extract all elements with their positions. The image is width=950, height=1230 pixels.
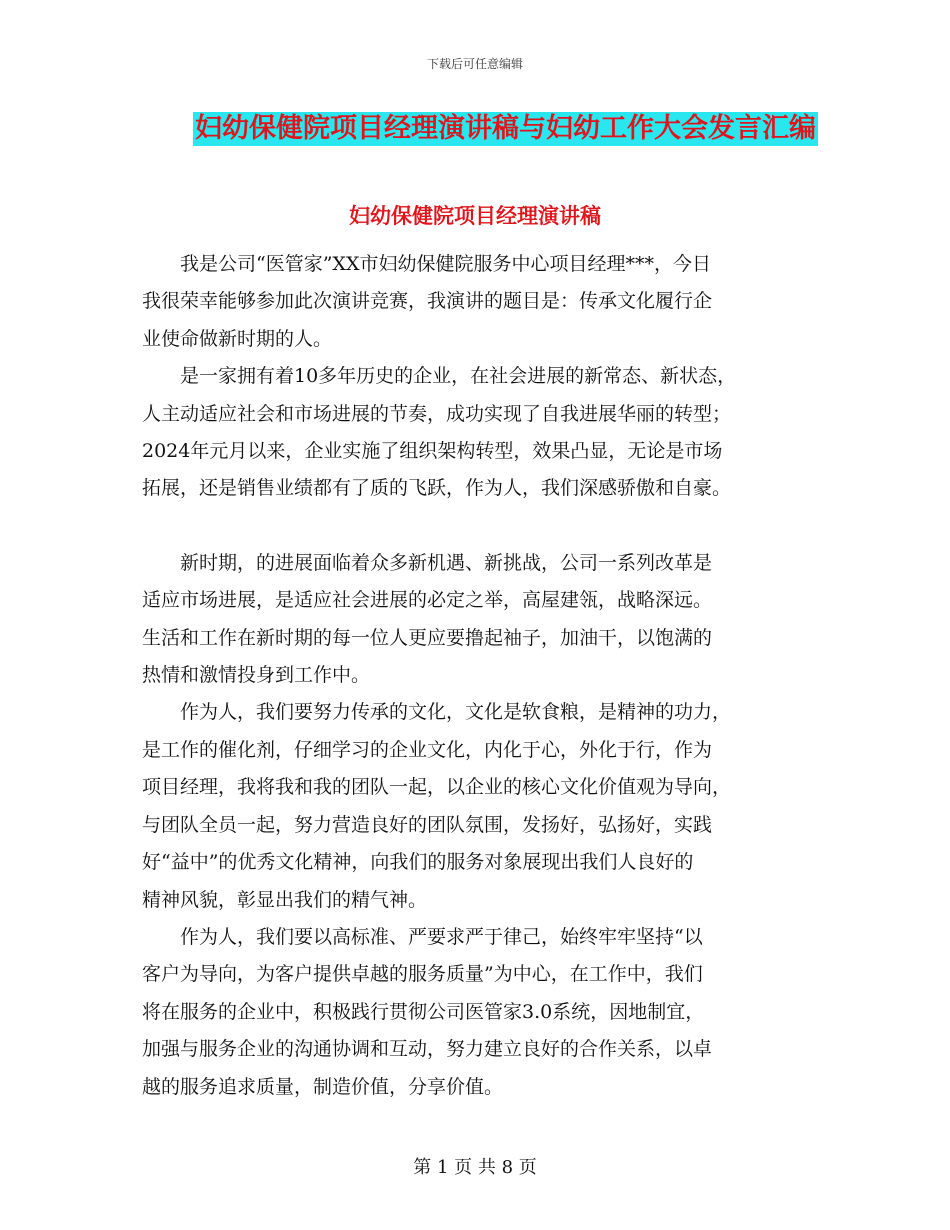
text-line: 作为人，我们要努力传承的文化，文化是软食粮，是精神的功力， xyxy=(142,701,732,724)
page-footer: 第 1 页 共 8 页 xyxy=(413,1157,537,1178)
header-note: 下载后可任意编辑 xyxy=(426,57,523,71)
text-line: 热情和激情投身到工作中。 xyxy=(142,664,371,687)
paragraph-4 xyxy=(142,694,822,918)
text-line: 人主动适应社会和市场进展的节奏，成功实现了自我进展华丽的转型； xyxy=(142,402,732,425)
text-line: 与团队全员一起，努力营造良好的团队氛围，发扬好，弘扬好，实践 xyxy=(142,813,713,836)
text-line: 我是公司“医管家”XX市妇幼保健院服务中心项目经理***，今日 xyxy=(142,253,711,275)
text-line: 是工作的催化剂，仔细学习的企业文化，内化于心，外化于行，作为 xyxy=(142,738,713,761)
section-title: 妇幼保健院项目经理演讲稿 xyxy=(349,204,601,228)
text-line: 2024年元月以来，企业实施了组织架构转型，效果凸显，无论是市场 xyxy=(142,440,723,463)
text-line: 我很荣幸能够参加此次演讲竞赛，我演讲的题目是：传承文化履行企 xyxy=(142,290,713,313)
document-title: 妇幼保健院项目经理演讲稿与妇幼工作大会发言汇编 xyxy=(195,113,816,144)
paragraph-spacer xyxy=(142,508,822,545)
text-line: 是一家拥有着10多年历史的企业，在社会进展的新常态、新状态， xyxy=(142,365,737,388)
text-line: 适应市场进展，是适应社会进展的必定之举，高屋建瓴，战略深远。 xyxy=(142,589,713,612)
paragraph-3 xyxy=(142,545,822,695)
text-line: 新时期，的进展面临着众多新机遇、新挑战，公司一系列改革是 xyxy=(142,551,713,574)
text-line: 精神风貌，彰显出我们的精气神。 xyxy=(142,888,428,911)
text-line: 拓展，还是销售业绩都有了质的飞跃，作为人，我们深感骄傲和自豪。 xyxy=(142,477,732,500)
paragraph-1 xyxy=(142,246,822,358)
text-line: 客户为导向，为客户提供卓越的服务质量”为中心，在工作中，我们 xyxy=(142,963,703,986)
text-line: 作为人，我们要以高标准、严要求严于律己，始终牢牢坚持“以 xyxy=(142,925,703,948)
text-line: 业使命做新时期的人。 xyxy=(142,327,333,350)
paragraph-2 xyxy=(142,358,822,508)
text-line: 项目经理，我将我和我的团队一起，以企业的核心文化价值观为导向， xyxy=(142,776,732,799)
paragraph-5 xyxy=(142,919,822,1106)
text-line: 生活和工作在新时期的每一位人更应要撸起袖子，加油干，以饱满的 xyxy=(142,626,713,649)
text-line: 将在服务的企业中，积极践行贯彻公司医管家3.0系统，因地制宜， xyxy=(142,1000,705,1023)
text-line: 加强与服务企业的沟通协调和互动，努力建立良好的合作关系，以卓 xyxy=(142,1038,713,1061)
text-line: 越的服务追求质量，制造价值，分享价值。 xyxy=(142,1075,504,1098)
text-line: 好“益中”的优秀文化精神，向我们的服务对象展现出我们人良好的 xyxy=(142,851,694,874)
body-text xyxy=(142,246,822,1106)
